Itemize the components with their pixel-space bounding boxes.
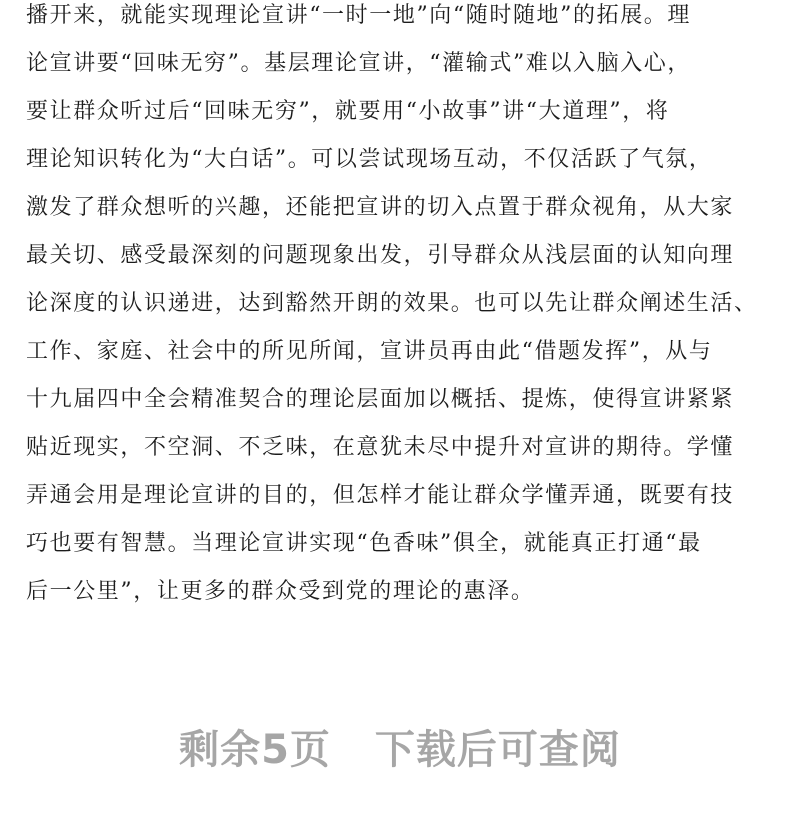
text-line: 论宣讲要“回味无穷”。基层理论宣讲，“灌输式”难以入脑入心， [26,51,691,76]
document-body [26,0,800,616]
text-line: 激发了群众想听的兴趣，还能把宣讲的切入点置于群众视角，从大家 [26,195,735,220]
text-line: 巧也要有智慧。当理论宣讲实现“色香味”俱全，就能真正打通“最 [26,531,702,556]
text-line: 后一公里”，让更多的群众受到党的理论的惠泽。 [26,579,535,604]
download-to-view-label: 下载后可查阅 [374,727,621,773]
text-line: 论深度的认识递进，达到豁然开朗的效果。也可以先让群众阐述生活、 [26,291,758,316]
text-line: 理论知识转化为“大白话”。可以尝试现场互动，不仅活跃了气氛， [26,147,713,172]
text-line: 播开来，就能实现理论宣讲“一时一地”向“随时随地”的拓展。理 [26,3,691,28]
remaining-pages-label: 剩余5页 [179,727,331,773]
text-line: 十九届四中全会精准契合的理论层面加以概括、提炼，使得宣讲紧紧 [26,387,735,412]
download-prompt[interactable] [0,718,800,775]
text-line: 最关切、感受最深刻的问题现象出发，引导群众从浅层面的认知向理 [26,243,735,268]
text-line: 贴近现实，不空洞、不乏味，在意犹未尽中提升对宣讲的期待。学懂 [26,435,735,460]
text-line: 弄通会用是理论宣讲的目的，但怎样才能让群众学懂弄通，既要有技 [26,483,735,508]
text-line: 要让群众听过后“回味无穷”，就要用“小故事”讲“大道理”，将 [26,99,670,124]
text-line: 工作、家庭、社会中的所见所闻，宣讲员再由此“借题发挥”，从与 [26,339,713,364]
